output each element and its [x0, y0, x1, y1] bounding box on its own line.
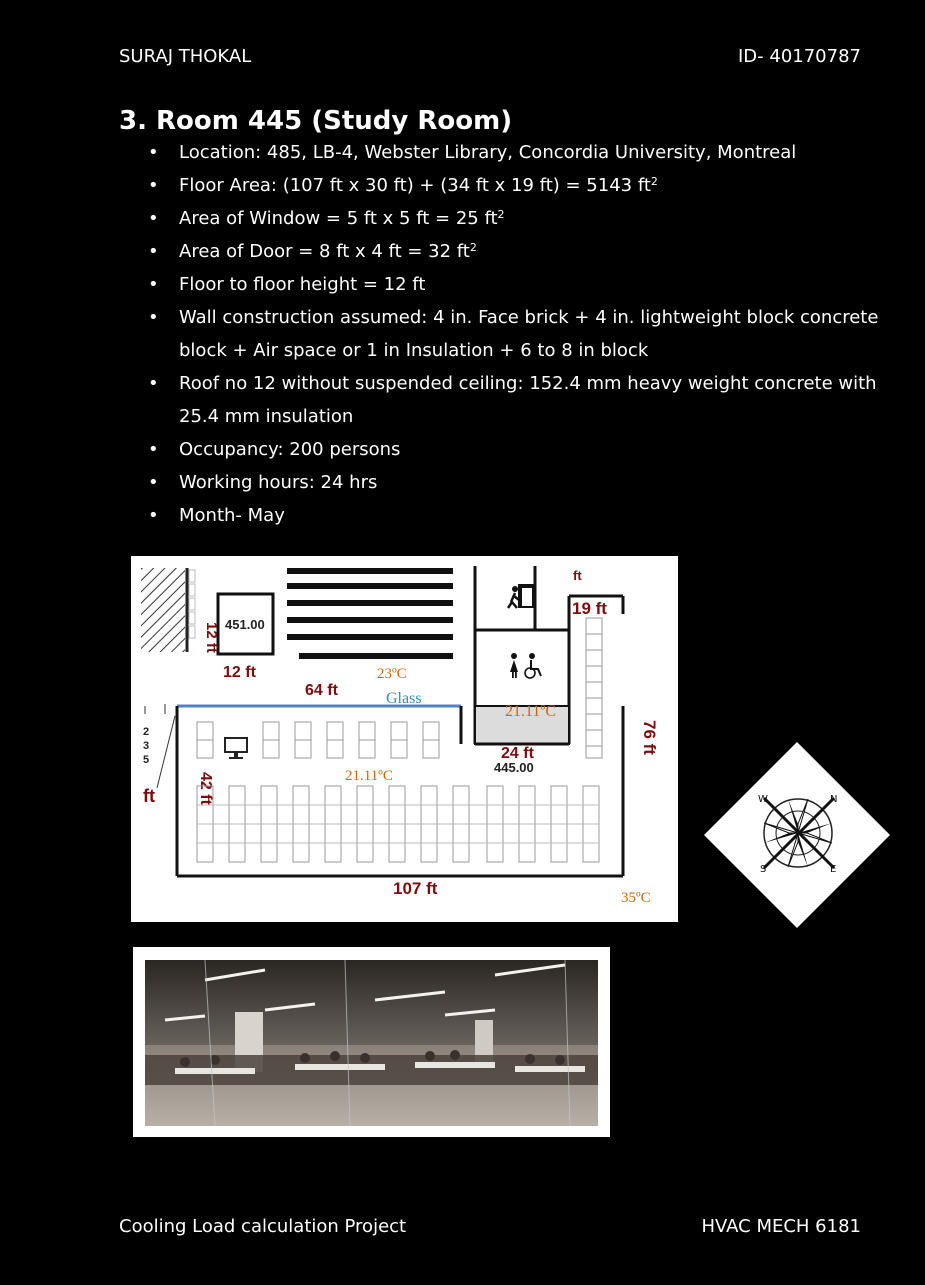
room-photo — [145, 960, 598, 1126]
dim-12ft-vertical: 12 ft — [203, 622, 220, 653]
compass-s: S — [760, 864, 767, 875]
room-photo-frame — [133, 947, 610, 1137]
room-445-code: 445.00 — [494, 760, 534, 775]
glass-label: Glass — [386, 690, 422, 707]
dim-64ft: 64 ft — [305, 682, 338, 699]
list-item: • Working hours: 24 hrs — [148, 466, 908, 499]
list-item: • Area of Door = 8 ft x 4 ft = 32 $ft^2$ — [148, 235, 908, 268]
temp-outside: 35ºC — [621, 890, 651, 906]
list-item: • Floor Area: (107 ft x 30 ft) + (34 ft x 19 ft) = 5143 $ft^2$ — [148, 169, 908, 202]
footer-project: Cooling Load calculation Project — [119, 1216, 407, 1237]
dim-ft-left: ft — [143, 786, 155, 806]
bookshelves — [287, 568, 453, 659]
list-item: • Floor to floor height = 12 ft — [148, 268, 908, 301]
room-details-list — [148, 136, 908, 532]
compass-n: N — [830, 794, 838, 805]
desk-column-right — [586, 618, 602, 758]
dim-42ft: 42 ft — [197, 772, 214, 805]
floor-plan — [131, 556, 678, 922]
temp-room: 21.11ºC — [345, 768, 393, 784]
computer-monitor-icon — [225, 738, 247, 759]
list-item: • Month- May — [148, 499, 908, 532]
desk-row-dividers — [197, 805, 599, 843]
dim-19ft: 19 ft — [572, 599, 607, 618]
stair-num-3: 3 — [143, 740, 150, 752]
compass-e: E — [830, 864, 837, 875]
compass-w: W — [758, 794, 768, 805]
list-item: • Roof no 12 without suspended ceiling: 152.4 mm heavy weight concrete with 25.4 mm insulation — [148, 367, 908, 433]
restroom-accessible-icon — [510, 653, 541, 678]
dim-12ft-horizontal: 12 ft — [223, 664, 256, 681]
temp-adjacent: 21.11ºC — [505, 703, 557, 720]
list-item: • Occupancy: 200 persons — [148, 433, 908, 466]
stair-num-2: 2 — [143, 726, 150, 738]
student-id: ID- 40170787 — [737, 46, 861, 67]
stair-num-5: 5 — [143, 754, 150, 766]
dim-76ft: 76 ft — [640, 720, 659, 755]
list-item: • Wall construction assumed: 4 in. Face brick + 4 in. lightweight block concrete block + Air space or 1 in Insulation + 6 to 8 in block — [148, 301, 908, 367]
floor-plan-drawing — [131, 556, 678, 922]
list-item: • Location: 485, LB-4, Webster Library, Concordia University, Montreal — [148, 136, 908, 169]
emergency-exit-icon — [508, 584, 536, 608]
author-name: SURAJ THOKAL — [119, 46, 252, 67]
hatched-stairwell — [141, 568, 185, 652]
stair-steps-left — [145, 704, 175, 788]
stair-steps-top — [189, 570, 195, 638]
dim-24ft: 24 ft — [501, 745, 534, 762]
footer-course: HVAC MECH 6181 — [701, 1216, 861, 1237]
dim-partial-ft: ft — [573, 568, 582, 583]
room-451-code: 451.00 — [225, 617, 265, 632]
dim-107ft: 107 ft — [393, 879, 438, 898]
temp-corridor: 23ºC — [377, 666, 407, 682]
list-item: • Area of Window = 5 ft x 5 ft = 25 $ft^2$ — [148, 202, 908, 235]
compass — [702, 740, 892, 930]
section-title: 3. Room 445 (Study Room) — [119, 106, 513, 136]
compass-rose-icon — [702, 740, 892, 930]
